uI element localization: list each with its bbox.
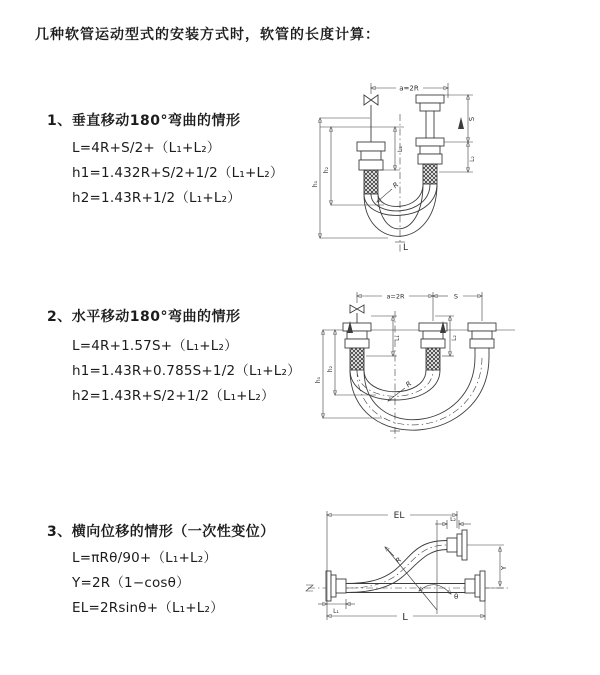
left-pipe-fitting [343,321,371,370]
dim-l [327,600,485,623]
section1-formula-h1: h1=1.432R+S/2+1/2（L₁+L₂） [72,165,284,181]
section2-formula-L: L=4R+1.57S+（L₁+L₂） [72,338,238,354]
section3-formula-EL: EL=2Rsinθ+（L₁+L₂） [72,600,224,616]
braided-hose-section [364,170,378,194]
radius-pointer [377,181,400,202]
label-el: EL [393,511,405,521]
section3-formula-Y: Y=2R（1−cosθ） [72,575,190,591]
label-l: L [403,243,409,253]
dim-el [327,511,457,620]
braided-hose-section [350,348,364,370]
dim-s-l2 [439,95,476,172]
label-h1: h₁ [312,180,319,188]
upper-flange-fitting [447,530,467,560]
left-pipe-fitting [320,105,404,194]
centerline [390,311,400,441]
section3-heading: 3、横向位移的情形（一次性变位） [47,524,275,540]
label-s: S [453,292,459,301]
left-flange-fitting [326,571,346,601]
label-r: R [394,555,404,566]
label-l2: L₂ [469,156,476,162]
right-flange-fitting [465,571,485,601]
right-pipe-fitting [416,95,464,184]
right-pipe-fitting [468,323,496,357]
label-l: L [402,612,408,623]
movement-arrow-icon [458,117,464,129]
middle-pipe-fitting [419,321,447,370]
dim-l1 [318,599,355,615]
section1-formula-h2: h2=1.43R+1/2（L₁+L₂） [72,190,241,206]
section1-formula-L: L=4R+S/2+（L₁+L₂） [72,140,221,156]
valve-icon [364,95,378,105]
label-l2: L₂ [450,516,456,523]
label-l2: L₂ [451,335,458,341]
label-s: S [468,116,476,122]
label-l1: L₁ [394,335,401,341]
diagram-horizontal-180-bend [310,283,600,463]
label-a2r: a=2R [386,292,405,301]
section2-formula-h1: h1=1.43R+0.785S+1/2（L₁+L₂） [72,363,301,379]
hose-u-curves [350,357,489,430]
braided-hose-section [426,348,440,370]
label-h2: h₂ [327,365,334,373]
section3-formula-L: L=πRθ/90+（L₁+L₂） [72,550,218,566]
radius-pointer [388,380,413,401]
label-h1: h₁ [315,376,322,384]
label-l1: L₁ [396,145,404,153]
label-h2: h₂ [323,166,330,174]
section2-heading: 2、水平移动180°弯曲的情形 [47,309,241,325]
braided-hose-section [423,164,437,184]
dim-l1 [366,316,401,356]
diagram-vertical-180-bend [312,72,558,258]
label-theta: θ [454,593,459,601]
angle-theta-construction [386,520,458,614]
page-title: 几种软管运动型式的安装方式时，软管的长度计算： [35,27,380,43]
section2-formula-h2: h2=1.43R+S/2+1/2（L₁+L₂） [72,388,275,404]
valve-icon [350,305,364,323]
diagram-lateral-displacement [300,498,600,643]
label-l1: L₁ [333,608,339,615]
label-y: Y [500,565,508,571]
label-r: R [391,180,401,191]
dim-l2 [435,516,471,529]
section1-heading: 1、垂直移动180°弯曲的情形 [47,113,241,129]
label-a2r: a=2R [399,84,419,93]
dim-a2r-s [357,292,482,321]
label-r: R [404,379,414,390]
